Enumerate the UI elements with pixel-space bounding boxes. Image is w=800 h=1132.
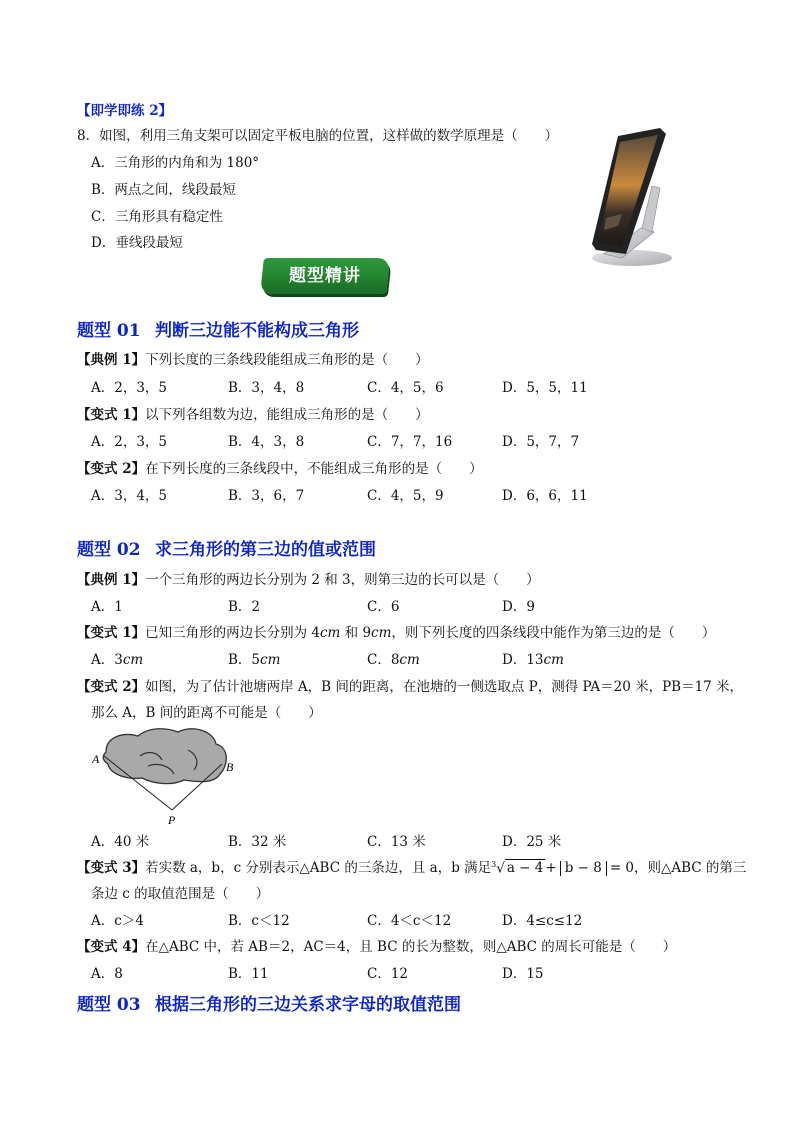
q8-option-d: D．垂线段最短: [91, 235, 183, 251]
section-01-heading: 题型 01 判断三边能不能构成三角形: [77, 321, 359, 341]
s1-q1-stem: 【典例 1】下列长度的三条线段能组成三角形的是（ ）: [77, 352, 429, 368]
s2-q5-option-c: C．12: [367, 966, 409, 982]
s2-q4-option-b: B．c＜12: [228, 913, 290, 929]
q8-option-c: C．三角形具有稳定性: [91, 209, 223, 225]
s1-q3-option-b: B．3，6，7: [228, 488, 305, 504]
s2-q2-option-d: D．13cm: [502, 652, 564, 668]
label-p: P: [168, 813, 176, 827]
s1-q1-option-a: A．2，3，5: [91, 380, 168, 396]
s2-q2-option-b: B．5cm: [228, 652, 281, 668]
s2-q3-stem-line1: 【变式 2】如图，为了估计池塘两岸 A，B 间的距离，在池塘的一侧选取点 P，测得 PA＝20 米，PB＝17 米，: [77, 679, 744, 695]
s2-q3-option-b: B．32 米: [228, 834, 287, 850]
practice-heading: 【即学即练 2】: [77, 103, 173, 119]
s2-q3-stem-line2: 那么 A，B 间的距离不可能是（ ）: [91, 705, 322, 721]
s2-q4-option-d: D．4≤c≤12: [502, 913, 583, 929]
tablet-stand-image: [582, 126, 680, 270]
section-03-heading: 题型 03 根据三角形的三边关系求字母的取值范围: [77, 995, 461, 1015]
s2-q4-stem-line2: 条边 c 的取值范围是（ ）: [91, 886, 270, 902]
s1-q2-stem: 【变式 1】以下列各组数为边，能组成三角形的是（ ）: [77, 407, 429, 423]
section-02-heading: 题型 02 求三角形的第三边的值或范围: [77, 540, 376, 560]
label-a: A: [92, 752, 100, 766]
s1-q3-stem: 【变式 2】在下列长度的三条线段中，不能组成三角形的是（ ）: [77, 461, 483, 477]
s2-q1-option-c: C．6: [367, 599, 400, 615]
s1-q3-option-d: D．6，6，11: [502, 488, 588, 504]
q8-option-a: A．三角形的内角和为 180°: [91, 155, 260, 171]
s2-q5-option-d: D．15: [502, 966, 544, 982]
s1-q1-option-c: C．4，5，6: [367, 380, 444, 396]
s2-q4-stem-line1: 【变式 3】若实数 a，b，c 分别表示△ABC 的三条边，且 a，b 满足$^3$√ a − 4 + b − 8 = 0，则△ABC 的第三: [77, 859, 747, 876]
s1-q1-option-d: D．5，5，11: [502, 380, 588, 396]
s2-q2-option-c: C．8cm: [367, 652, 420, 668]
s1-q2-option-c: C．7，7，16: [367, 434, 453, 450]
pond-shape: [103, 729, 226, 784]
cube-root-expression: $^3$√ a − 4: [491, 859, 544, 876]
s1-q2-option-d: D．5，7，7: [502, 434, 580, 450]
s2-q2-stem: 【变式 1】已知三角形的两边长分别为 4cm 和 9cm，则下列长度的四条线段中能作为第三边的是（ ）: [77, 625, 716, 641]
s2-q3-option-c: C．13 米: [367, 834, 426, 850]
label-b: B: [226, 760, 234, 774]
pond-figure: [88, 722, 248, 828]
s2-q1-option-a: A．1: [91, 599, 123, 615]
s2-q5-option-a: A．8: [91, 966, 123, 982]
s2-q5-option-b: B．11: [228, 966, 269, 982]
s2-q1-option-b: B．2: [228, 599, 261, 615]
s2-q4-option-a: A．c＞4: [91, 913, 144, 929]
s2-q5-stem: 【变式 4】在△ABC 中，若 AB＝2，AC＝4，且 BC 的长为整数，则△ABC 的周长可能是（ ）: [77, 939, 677, 955]
s2-q3-option-d: D．25 米: [502, 834, 562, 850]
s2-q3-option-a: A．40 米: [91, 834, 150, 850]
absolute-value-expression: b − 8: [560, 861, 607, 876]
s2-q4-option-c: C．4＜c＜12: [367, 913, 452, 929]
q8-stem: 8．如图，利用三角支架可以固定平板电脑的位置，这样做的数学原理是（ ）: [77, 128, 559, 144]
s1-q2-option-b: B．4，3，8: [228, 434, 305, 450]
s1-q1-option-b: B．3，4，8: [228, 380, 305, 396]
banner-section-heading: 题型精讲: [260, 258, 390, 294]
s2-q2-option-a: A．3cm: [91, 652, 144, 668]
s2-q1-option-d: D．9: [502, 599, 535, 615]
s1-q2-option-a: A．2，3，5: [91, 434, 168, 450]
s1-q3-option-a: A．3，4，5: [91, 488, 168, 504]
s1-q3-option-c: C．4，5，9: [367, 488, 444, 504]
q8-option-b: B．两点之间，线段最短: [91, 182, 236, 198]
s2-q1-stem: 【典例 1】一个三角形的两边长分别为 2 和 3，则第三边的长可以是（ ）: [77, 572, 540, 588]
